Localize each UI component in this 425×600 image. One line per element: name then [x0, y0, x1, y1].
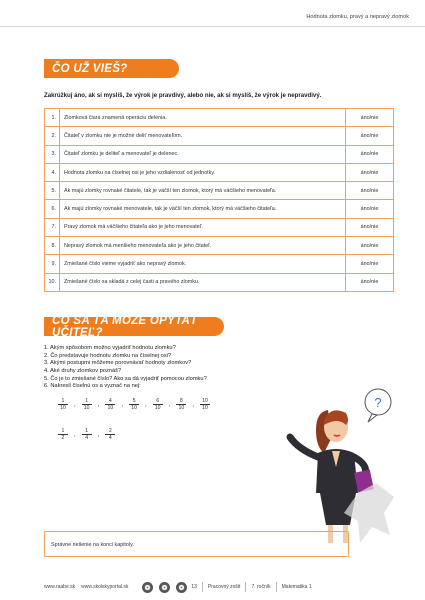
statement-row [45, 273, 394, 291]
fraction-denominator: 10 [131, 405, 137, 412]
wheel-icon [142, 582, 153, 593]
question-item: 1. Akým spôsobom možno vyjadriť hodnotu zlomku? [44, 345, 176, 351]
solution-note-box [44, 531, 349, 557]
wheel-icons [142, 582, 187, 593]
statement-text: Nepravý zlomok má menšieho menovateľa ako je jeho čitateľ. [60, 237, 346, 255]
answer-choice-ano-nie[interactable]: áno/nie [346, 145, 394, 163]
answer-choice-ano-nie[interactable]: áno/nie [346, 255, 394, 273]
teacher-illustration [280, 375, 400, 550]
fraction-denominator: 10 [202, 405, 208, 412]
fraction-denominator: 10 [60, 405, 66, 412]
statement-row [45, 200, 394, 218]
wheel-icon [176, 582, 187, 593]
answer-choice-ano-nie[interactable]: áno/nie [346, 109, 394, 127]
question-item: 3. Akými postupmi môžeme porovnávať hodnoty zlomkov? [44, 360, 192, 367]
question-item: 2. Čo predstavuje hodnotu zlomku na číselnej osi? [44, 352, 172, 359]
page-header-title: Hodnota zlomku, pravý a nepravý zlomok [306, 14, 409, 20]
page-footer [44, 581, 384, 593]
separator-comma: , [74, 401, 76, 408]
separator-comma: , [121, 401, 124, 408]
statement-number: 2. [45, 127, 60, 145]
statement-text: Čitateľ zlomku je deliteľ a menovateľ je delenec. [60, 145, 346, 163]
statement-text: Zmiešané číslo vieme vyjadriť ako nepravý zlomok. [60, 255, 346, 273]
fraction-numerator: 1 [61, 398, 65, 404]
separator-comma: , [97, 401, 100, 408]
separator-comma: , [97, 431, 100, 438]
fraction-numerator: 8 [179, 398, 183, 404]
section-banner-co-uz-vies [44, 59, 179, 78]
statement-number: 3. [45, 145, 60, 163]
section-banner-teacher-questions [44, 314, 224, 339]
divider [202, 582, 203, 592]
solution-note: Správne riešenie na konci kapitoly. [51, 542, 134, 548]
separator-comma: , [145, 401, 147, 408]
fraction-row-tenths [58, 398, 210, 412]
answer-choice-ano-nie[interactable]: áno/nie [346, 163, 394, 181]
statement-text: Zlomková čiara znamená operáciu delenia. [60, 109, 346, 127]
answer-choice-ano-nie[interactable]: áno/nie [346, 273, 394, 291]
fraction [153, 398, 163, 412]
fraction-numerator: 2 [108, 428, 112, 434]
teacher-question-list [44, 345, 207, 391]
footer-link-portal[interactable]: www.skolskyportal.sk [81, 584, 129, 590]
answer-choice-ano-nie[interactable]: áno/nie [346, 127, 394, 145]
statement-number: 8. [45, 237, 60, 255]
fraction-numerator: 1 [61, 428, 65, 434]
footer-book: Pracovný zošit [207, 584, 241, 590]
statement-row [45, 182, 394, 200]
statement-row [45, 218, 394, 236]
fraction [129, 398, 139, 412]
divider [276, 582, 277, 592]
fraction-denominator: 10 [107, 405, 114, 412]
page-number: 13 [191, 584, 197, 590]
question-item: 4. Aké druhy zlomkov poznáš? [44, 368, 122, 375]
statement-number: 5. [45, 182, 60, 200]
statement-number: 4. [45, 163, 60, 181]
fraction-numerator: 6 [156, 398, 160, 404]
fraction-denominator: 10 [178, 405, 185, 412]
fraction-denominator: 10 [83, 405, 90, 412]
statement-row [45, 163, 394, 181]
question-item: 6. Nakresli číselnú os a vyznač na nej: [44, 383, 141, 390]
wheel-icon [159, 582, 170, 593]
statement-text: Čitateľ v zlomku nie je možné deliť menovateľom. [60, 127, 346, 145]
statement-row [45, 145, 394, 163]
fraction [58, 428, 68, 442]
fraction [82, 398, 92, 412]
statement-number: 9. [45, 255, 60, 273]
fraction-row-halves-quarters [58, 428, 115, 442]
fraction [82, 428, 92, 442]
statement-text: Pravý zlomok má väčšieho čitateľa ako je jeho menovateľ. [60, 218, 346, 236]
fraction-numerator: 1 [85, 398, 89, 404]
fraction-denominator: 10 [154, 405, 161, 412]
question-item: 5. Čo je to zmiešané číslo? Ako sa dá vyjadriť pomocou zlomku? [44, 375, 207, 382]
answer-choice-ano-nie[interactable]: áno/nie [346, 237, 394, 255]
banner-text: ČO UŽ VIEŠ? [52, 62, 128, 75]
answer-choice-ano-nie[interactable]: áno/nie [346, 200, 394, 218]
divider [245, 582, 246, 592]
statement-text: Ak majú zlomky rovnaké menovatele, tak je väčší ten zlomok, ktorý má väčšieho čitateľa. [60, 200, 346, 218]
statement-number: 10. [45, 273, 60, 291]
fraction-denominator: 2 [61, 435, 65, 442]
statement-text: Hodnota zlomku na číselnej osi je jeho vzdialenosť od jednotky. [60, 163, 346, 181]
statement-number: 1. [45, 109, 60, 127]
statement-row [45, 255, 394, 273]
statement-row [45, 127, 394, 145]
fraction-denominator: 4 [108, 435, 112, 442]
fraction-numerator: 1 [85, 428, 89, 434]
fraction-numerator: 4 [108, 398, 112, 404]
footer-link-raabe[interactable]: www.raabe.sk [44, 584, 76, 590]
fraction [105, 398, 115, 412]
statement-number: 7. [45, 218, 60, 236]
statement-text: Ak majú zlomky rovnaké čitatele, tak je väčší ten zlomok, ktorý má väčšieho menovateľa. [60, 182, 346, 200]
fraction [200, 398, 210, 412]
statement-row [45, 237, 394, 255]
fraction [105, 428, 115, 442]
separator-comma: , [74, 431, 76, 438]
separator-comma: , [192, 401, 195, 408]
statement-row [45, 109, 394, 127]
fraction [176, 398, 186, 412]
separator-comma: , [168, 401, 171, 408]
answer-choice-ano-nie[interactable]: áno/nie [346, 182, 394, 200]
question-mark: ? [374, 395, 382, 410]
instruction-text: Zakrúžkuj áno, ak si myslíš, že výrok je pravdivý, alebo nie, ak si myslíš, že výrok je nepravdivý. [44, 92, 322, 99]
statement-number: 6. [45, 200, 60, 218]
banner-text: ČO SA ŤA MÔŽE OPÝTAŤ UČITEĽ? [52, 314, 198, 339]
footer-grade: 7. ročník [251, 584, 271, 590]
fraction [58, 398, 68, 412]
fraction-denominator: 4 [85, 435, 89, 442]
footer-subject: Matematika 1 [281, 584, 312, 590]
statement-text: Zmiešané číslo sa skladá z celej časti a pravého zlomku. [60, 273, 346, 291]
answer-choice-ano-nie[interactable]: áno/nie [346, 218, 394, 236]
fraction-numerator: 5 [132, 398, 136, 404]
header-divider [0, 26, 425, 27]
true-false-table [44, 108, 394, 292]
fraction-numerator: 10 [202, 398, 208, 404]
